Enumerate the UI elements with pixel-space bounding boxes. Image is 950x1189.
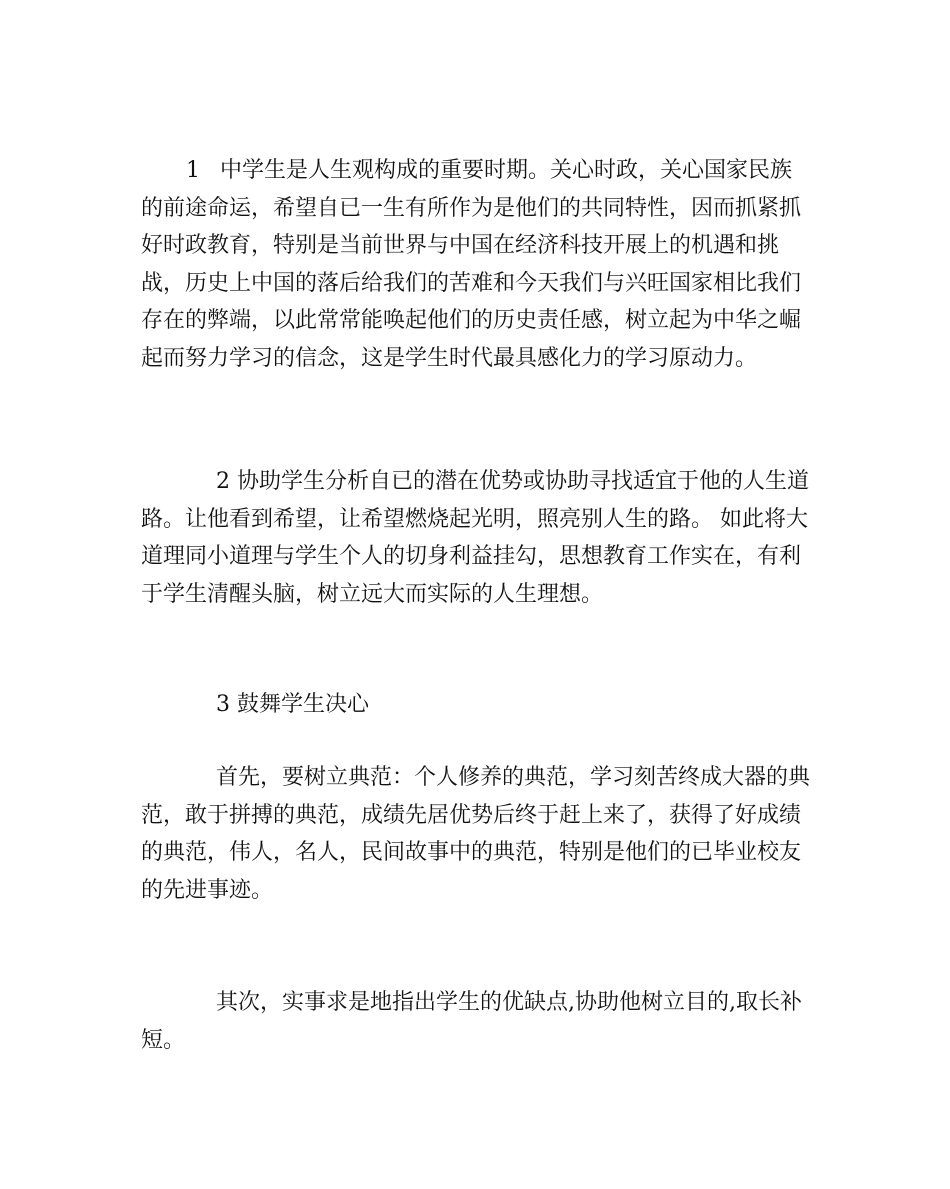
paragraph-line: 起而努力学习的信念，这是学生时代最具感化力的学习原动力。 [141,345,758,371]
paragraph-line: 2 协助学生分析自已的潜在优势或协助寻找适宜于他的人生道 [216,469,809,494]
paragraph-line: 3 鼓舞学生决心 [216,692,369,717]
paragraph-line: 的典范，伟人，名人，民间故事中的典范，特别是他们的已毕业校友 [141,840,802,865]
paragraph-4 [141,759,811,909]
paragraph-line: 好时政教育，特别是当前世界与中国在经济科技开展上的机遇和挑 [141,233,780,258]
section-heading [141,686,811,724]
paragraph-line: 1 中学生是人生观构成的重要时期。关心时政，关心国家民族 [186,158,793,183]
paragraph-line: 短。 [141,1027,186,1053]
paragraph-5 [141,984,811,1059]
paragraph-line: 其次，实事求是地指出学生的优缺点,协助他树立目的,取长补 [216,990,802,1015]
paragraph-line: 存在的弊端，以此常常能唤起他们的历史责任感，树立起为中华之崛 [141,308,802,333]
paragraph-line: 战，历史上中国的落后给我们的苦难和今天我们与兴旺国家相比我们 [141,270,802,296]
paragraph-line: 路。让他看到希望，让希望燃烧起光明，照亮别人生的路。 如此将大 [141,506,808,532]
paragraph-line: 的前途命运，希望自已一生有所作为是他们的共同特性，因而抓紧抓 [141,195,802,221]
paragraph-line: 的先进事迹。 [141,877,274,903]
paragraph-1 [141,152,811,377]
paragraph-line: 首先，要树立典范：个人修养的典范，学习刻苦终成大器的典 [216,765,811,790]
paragraph-line: 道理同小道理与学生个人的切身利益挂勾，思想教育工作实在，有利 [141,544,802,569]
paragraph-number: 1 [186,158,200,183]
paragraph-2 [141,463,811,613]
paragraph-line: 于学生清醒头脑，树立远大而实际的人生理想。 [141,581,604,607]
paragraph-line: 范，敢于拼搏的典范，成绩先居优势后终于赶上来了，获得了好成绩 [141,802,802,828]
